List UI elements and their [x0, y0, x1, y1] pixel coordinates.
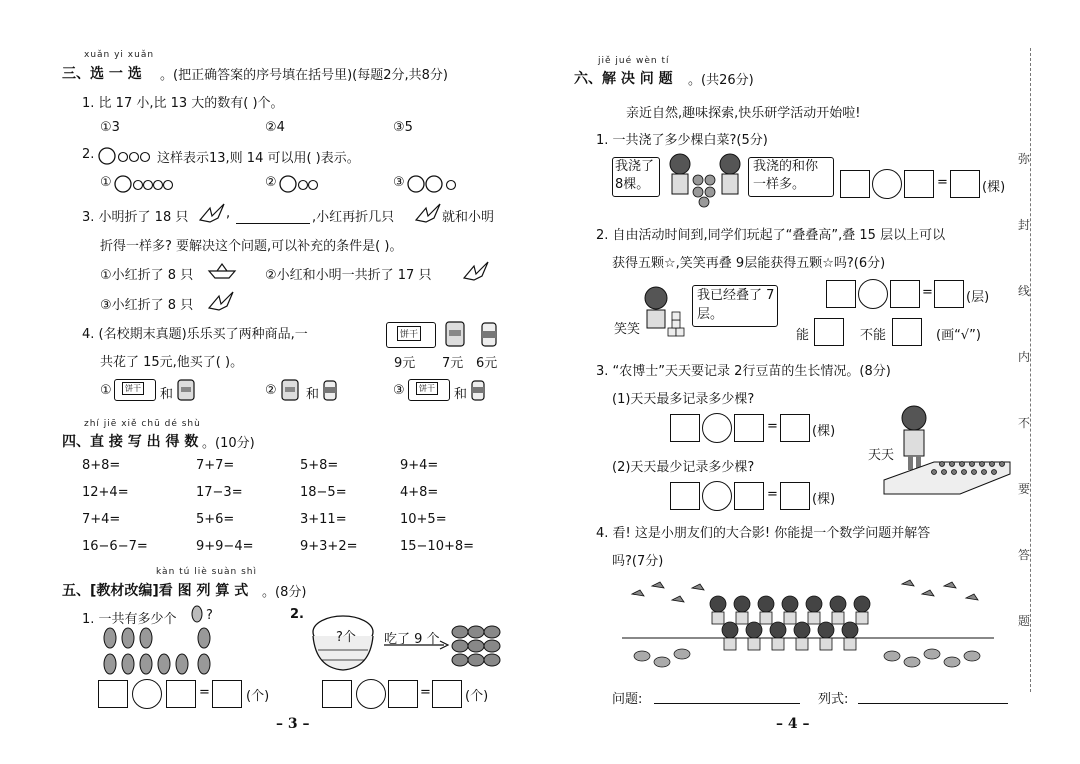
- kids-watering-illustration: [660, 150, 750, 210]
- answer-box[interactable]: [780, 482, 810, 510]
- answer-box[interactable]: [826, 280, 856, 308]
- q6-4-text-b: 吗?(7分): [612, 554, 664, 569]
- calc-item: 5+8=: [300, 458, 339, 473]
- equals-sign: =: [767, 487, 778, 502]
- snack-bag-icon: [280, 378, 300, 402]
- q3-2-opt1: ①: [100, 175, 112, 190]
- q3-2-opt2: ②: [265, 175, 277, 190]
- equals-sign: =: [937, 175, 948, 190]
- calc-item: 8+8=: [82, 458, 121, 473]
- operator-circle[interactable]: [356, 679, 386, 709]
- calc-item: 4+8=: [400, 485, 439, 500]
- answer-box[interactable]: [934, 280, 964, 308]
- answer-box[interactable]: [734, 482, 764, 510]
- paper-crane-icon: [462, 260, 490, 282]
- drink-can-icon: [322, 378, 338, 402]
- biscuit-label: 饼干: [397, 326, 421, 341]
- q5-2-eaten-label: 吃了 9 个: [384, 632, 440, 647]
- biscuit-label: 饼干: [416, 382, 438, 395]
- answer-box[interactable]: [904, 170, 934, 198]
- answer-box[interactable]: [780, 414, 810, 442]
- sec4-pinyin: zhí jiē xiě chū dé shù: [84, 419, 201, 429]
- arrow-right-icon: [382, 640, 450, 650]
- q3-3-text-c: ,小红再折几只: [312, 210, 395, 225]
- answer-box[interactable]: [432, 680, 462, 708]
- circles-option3-icon: [407, 175, 459, 193]
- price-snack: 7元: [442, 356, 464, 371]
- snack-bag-icon: [444, 320, 466, 348]
- paper-crane-icon: [414, 202, 442, 224]
- seal-char: 内: [1017, 350, 1030, 364]
- unit-label: (层): [966, 290, 990, 305]
- sec4-score: 。(10分): [202, 436, 255, 451]
- sec3-instructions: 。(把正确答案的序号填在括号里)(每题2分,共8分): [160, 68, 448, 83]
- snack-bag-icon: [176, 378, 196, 402]
- speech-bubble: 我浇的和你 一样多。: [748, 157, 834, 197]
- unit-label: (棵): [982, 180, 1006, 195]
- q3-4-opt2: ②: [265, 383, 277, 398]
- basket-unknown-label: ?个: [336, 630, 356, 645]
- biscuit-label: 饼干: [122, 382, 144, 395]
- page-number-left: – 3 –: [276, 716, 310, 732]
- sec6-intro: 亲近自然,趣味探索,快乐研学活动开始啦!: [626, 106, 861, 121]
- price-biscuit: 9元: [394, 356, 416, 371]
- q5-2-num: 2.: [290, 607, 304, 622]
- corn-icon: [190, 604, 204, 624]
- q6-2-text-b: 获得五颗☆,笑笑再叠 9层能获得五颗☆吗?(6分): [612, 256, 886, 271]
- sec6-title: 六、解 决 问 题: [574, 71, 673, 87]
- sec5-title: 五、[教材改编]看 图 列 算 式: [62, 583, 249, 599]
- answer-box[interactable]: [670, 482, 700, 510]
- tiantian-name: 天天: [868, 448, 895, 463]
- q3-3-opt1: ①小红折了 8 只: [100, 268, 194, 283]
- corn-group-icon: [100, 626, 220, 676]
- formula-answer-line[interactable]: [858, 702, 1008, 704]
- sec5-pinyin: kàn tú liè suàn shì: [156, 567, 257, 577]
- q3-4-text-b: 共花了 15元,他买了( )。: [100, 355, 244, 370]
- unit-label: (棵): [812, 424, 836, 439]
- page-number-right: – 4 –: [776, 716, 810, 732]
- equals-sign: =: [767, 419, 778, 434]
- q3-4-and: 和: [454, 387, 468, 402]
- operator-circle[interactable]: [702, 481, 732, 511]
- operator-circle[interactable]: [702, 413, 732, 443]
- q3-3-text-a: 3. 小明折了 18 只: [82, 210, 189, 225]
- calc-item: 9+9−4=: [196, 539, 254, 554]
- price-drink: 6元: [476, 356, 498, 371]
- q3-4-opt3: ③: [393, 383, 405, 398]
- q6-3-text: 3. “农博士”天天要记录 2行豆苗的生长情况。(8分): [596, 364, 891, 379]
- calc-item: 9+4=: [400, 458, 439, 473]
- equals-sign: =: [420, 685, 431, 700]
- q3-3-comma: ,: [226, 206, 231, 221]
- calc-item: 18−5=: [300, 485, 347, 500]
- sec5-score: 。(8分): [262, 585, 307, 600]
- answer-box[interactable]: [950, 170, 980, 198]
- sec6-pinyin: jiě jué wèn tí: [598, 56, 670, 66]
- sec6-score: 。(共26分): [688, 73, 754, 88]
- speech-bubble: 我已经叠了 7层。: [692, 285, 778, 327]
- checkmark-hint: (画“√”): [936, 328, 981, 343]
- q5-1-end: ?: [206, 608, 213, 623]
- answer-box[interactable]: [734, 414, 764, 442]
- seal-char: 答: [1017, 548, 1030, 562]
- circles-13-icon: [98, 147, 156, 165]
- q3-1-opt2: ②4: [265, 120, 285, 135]
- paper-crane-icon: [198, 202, 226, 224]
- answer-box[interactable]: [322, 680, 352, 708]
- answer-box[interactable]: [890, 280, 920, 308]
- operator-circle[interactable]: [858, 279, 888, 309]
- drink-can-icon: [480, 320, 498, 348]
- tiantian-seedling-illustration: [874, 402, 1014, 500]
- operator-circle[interactable]: [872, 169, 902, 199]
- sec3-title: 三、选 一 选: [62, 66, 142, 82]
- calc-item: 12+4=: [82, 485, 129, 500]
- xiaoxiao-stacking-illustration: [636, 284, 692, 338]
- seal-line: [1030, 48, 1032, 692]
- calc-item: 7+7=: [196, 458, 235, 473]
- seal-char: 线: [1017, 284, 1030, 298]
- q6-1-text: 1. 一共浇了多少棵白菜?(5分): [596, 133, 768, 148]
- equals-sign: =: [922, 285, 933, 300]
- q5-1-text: 1. 一共有多少个: [82, 612, 177, 627]
- calc-item: 5+6=: [196, 512, 235, 527]
- biscuit-box-icon: [408, 379, 450, 401]
- biscuit-box-icon: [386, 322, 436, 348]
- seal-char: 封: [1017, 218, 1030, 232]
- q3-4-and: 和: [160, 387, 174, 402]
- q3-3-blank[interactable]: [236, 222, 310, 224]
- answer-box[interactable]: [166, 680, 196, 708]
- seal-char: 要: [1017, 482, 1030, 496]
- unit-label: (个): [465, 689, 489, 704]
- q3-4-and: 和: [306, 387, 320, 402]
- biscuit-box-icon: [114, 379, 156, 401]
- calc-item: 16−6−7=: [82, 539, 148, 554]
- question-answer-line[interactable]: [654, 702, 800, 704]
- q3-4-opt1: ①: [100, 383, 112, 398]
- paper-crane-icon: [207, 290, 235, 312]
- q3-1-opt1: ①3: [100, 120, 120, 135]
- answer-box[interactable]: [670, 414, 700, 442]
- calc-item: 3+11=: [300, 512, 347, 527]
- q6-4-text-a: 4. 看! 这是小朋友们的大合影! 你能提一个数学问题并解答: [596, 526, 931, 541]
- calc-item: 17−3=: [196, 485, 243, 500]
- formula-label: 列式:: [818, 692, 849, 707]
- q3-1-text: 1. 比 17 小,比 13 大的数有( )个。: [82, 96, 284, 111]
- q3-2-opt3: ③: [393, 175, 405, 190]
- answer-box[interactable]: [98, 680, 128, 708]
- q3-2-text: 这样表示13,则 14 可以用( )表示。: [157, 151, 360, 166]
- q3-1-opt3: ③5: [393, 120, 413, 135]
- answer-box[interactable]: [388, 680, 418, 708]
- unit-label: (个): [246, 689, 270, 704]
- paper-boat-icon: [207, 261, 237, 281]
- q6-3-2-text: (2)天天最少记录多少棵?: [612, 460, 755, 475]
- sec4-title: 四、直 接 写 出 得 数: [62, 434, 199, 450]
- calc-item: 7+4=: [82, 512, 121, 527]
- sec3-pinyin: xuǎn yi xuǎn: [84, 50, 155, 60]
- cannot-checkbox[interactable]: [892, 318, 922, 346]
- xiaoxiao-name: 笑笑: [614, 322, 641, 337]
- q6-3-1-text: (1)天天最多记录多少棵?: [612, 392, 755, 407]
- group-photo-illustration: [622, 574, 994, 678]
- q3-2-num: 2.: [82, 147, 95, 162]
- answer-box[interactable]: [840, 170, 870, 198]
- q3-3-opt3: ③小红折了 8 只: [100, 298, 194, 313]
- q3-3-text-d: 就和小明: [442, 210, 495, 225]
- question-label: 问题:: [612, 692, 643, 707]
- q3-4-text-a: 4. (名校期末真题)乐乐买了两种商品,一: [82, 327, 308, 342]
- can-label: 能: [796, 328, 810, 343]
- q3-3-line2: 折得一样多? 要解决这个问题,可以补充的条件是( )。: [100, 239, 403, 254]
- q3-3-opt2: ②小红和小明一共折了 17 只: [265, 268, 432, 283]
- drink-can-icon: [470, 378, 486, 402]
- calc-item: 15−10+8=: [400, 539, 475, 554]
- equals-sign: =: [199, 685, 210, 700]
- calc-item: 10+5=: [400, 512, 447, 527]
- seal-char: 弥: [1017, 152, 1030, 166]
- seal-char: 题: [1017, 614, 1030, 628]
- can-checkbox[interactable]: [814, 318, 844, 346]
- cannot-label: 不能: [860, 328, 887, 343]
- unit-label: (棵): [812, 492, 836, 507]
- seal-char: 不: [1017, 416, 1030, 430]
- circles-option2-icon: [279, 175, 323, 193]
- q6-2-text-a: 2. 自由活动时间到,同学们玩起了“叠叠高”,叠 15 层以上可以: [596, 228, 946, 243]
- answer-box[interactable]: [212, 680, 242, 708]
- calc-item: 9+3+2=: [300, 539, 358, 554]
- circles-option1-icon: [114, 175, 178, 193]
- operator-circle[interactable]: [132, 679, 162, 709]
- speech-bubble: 我浇了 8棵。: [612, 157, 660, 197]
- strawberry-group-icon: [450, 620, 502, 668]
